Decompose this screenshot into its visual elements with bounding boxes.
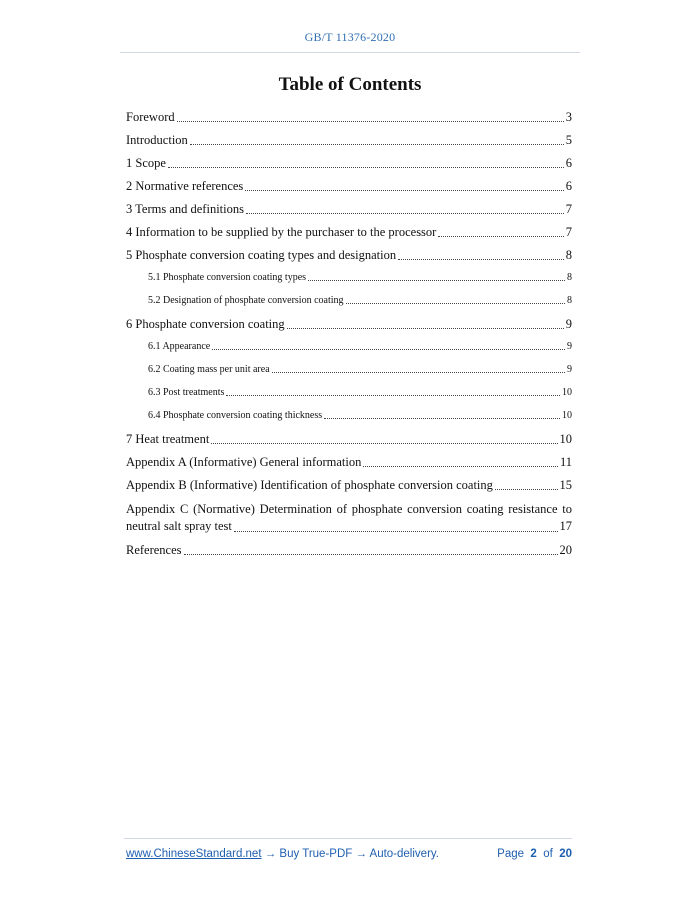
page-number — [497, 848, 572, 860]
toc-entry-6-2[interactable] — [126, 363, 572, 376]
toc-entry-references[interactable] — [126, 543, 572, 558]
page-total: 20 — [559, 848, 572, 860]
document-code: GB/T 11376-2020 — [304, 30, 396, 44]
toc-entry-title: 6.1 Appearance — [148, 341, 211, 352]
dot-leader — [212, 349, 565, 350]
table-of-contents — [126, 110, 572, 566]
page-of: of — [543, 848, 553, 860]
toc-entry-6-4[interactable] — [126, 409, 572, 422]
toc-entry-page: 11 — [559, 455, 572, 469]
footer-tagline: → Buy True-PDF → Auto-delivery. — [261, 848, 439, 860]
toc-entry-coating-types-designation[interactable] — [126, 248, 572, 263]
toc-entry-page: 9 — [567, 341, 572, 352]
toc-entry-title: 3 Terms and definitions — [126, 202, 244, 216]
dot-leader — [177, 121, 564, 122]
toc-entry-title: 5 Phosphate conversion coating types and designation — [126, 248, 397, 262]
toc-entry-page: 5 — [565, 133, 572, 147]
toc-entry-appendix-b[interactable] — [126, 478, 572, 493]
toc-entry-page: 10 — [559, 432, 572, 446]
footer-divider — [124, 838, 572, 839]
toc-entry-title: 7 Heat treatment — [126, 432, 210, 446]
toc-entry-6-1[interactable] — [126, 340, 572, 353]
toc-entry-page: 7 — [565, 225, 572, 239]
page-title: Table of Contents — [278, 74, 422, 95]
dot-leader — [246, 213, 564, 214]
toc-entry-title-line2-row — [126, 518, 572, 535]
dot-leader — [211, 443, 557, 444]
dot-leader — [245, 190, 563, 191]
toc-entry-page: 6 — [565, 179, 572, 193]
dot-leader — [190, 144, 564, 145]
toc-entry-title: 6 Phosphate conversion coating — [126, 317, 285, 331]
header-divider — [120, 52, 580, 53]
toc-entry-page: 3 — [565, 110, 572, 124]
footer-promo — [126, 848, 439, 860]
toc-entry-introduction[interactable] — [126, 133, 572, 148]
dot-leader — [168, 167, 564, 168]
toc-entry-title: 5.2 Designation of phosphate conversion coating — [148, 295, 344, 306]
toc-entry-title-line1: Appendix C (Normative) Determination of phosphate conversion coating resistance to — [126, 502, 572, 516]
toc-entry-title: 2 Normative references — [126, 179, 244, 193]
page-current: 2 — [530, 848, 537, 860]
toc-entry-title: Appendix B (Informative) Identification of phosphate conversion coating — [126, 478, 493, 492]
dot-leader — [184, 554, 558, 555]
dot-leader — [272, 372, 565, 373]
toc-entry-page: 6 — [565, 156, 572, 170]
toc-entry-scope[interactable] — [126, 156, 572, 171]
toc-entry-page: 15 — [559, 478, 572, 492]
dot-leader — [438, 236, 563, 237]
toc-entry-page: 8 — [567, 295, 572, 306]
toc-entry-title: Introduction — [126, 133, 188, 147]
toc-entry-normative-references[interactable] — [126, 179, 572, 194]
dot-leader — [226, 395, 560, 396]
page-footer — [126, 848, 572, 860]
dot-leader — [495, 489, 558, 490]
dot-leader — [308, 280, 565, 281]
toc-entry-terms-definitions[interactable] — [126, 202, 572, 217]
toc-entry-page: 10 — [562, 387, 572, 398]
toc-entry-purchaser-information[interactable] — [126, 225, 572, 240]
toc-entry-phosphate-coating[interactable] — [126, 317, 572, 332]
toc-entry-title: 4 Information to be supplied by the purchaser to the processor — [126, 225, 437, 239]
toc-entry-title: Foreword — [126, 110, 175, 124]
toc-entry-page: 10 — [562, 410, 572, 421]
website-link[interactable]: www.ChineseStandard.net — [126, 848, 262, 860]
toc-entry-page: 8 — [565, 248, 572, 262]
toc-entry-title-line2: neutral salt spray test — [126, 519, 232, 533]
toc-entry-appendix-c[interactable] — [126, 501, 572, 535]
toc-entry-page: 8 — [567, 272, 572, 283]
toc-entry-5-1[interactable] — [126, 271, 572, 284]
dot-leader — [324, 418, 560, 419]
toc-entry-title: References — [126, 543, 182, 557]
toc-entry-6-3[interactable] — [126, 386, 572, 399]
toc-entry-appendix-a[interactable] — [126, 455, 572, 470]
toc-entry-page: 9 — [565, 317, 572, 331]
toc-entry-page: 20 — [559, 543, 572, 557]
toc-entry-title: Appendix A (Informative) General information — [126, 455, 362, 469]
toc-entry-5-2[interactable] — [126, 294, 572, 307]
toc-entry-page: 17 — [559, 519, 572, 533]
toc-entry-page: 9 — [567, 364, 572, 375]
toc-entry-title: 6.4 Phosphate conversion coating thickness — [148, 410, 323, 421]
toc-entry-foreword[interactable] — [126, 110, 572, 125]
toc-entry-title: 1 Scope — [126, 156, 166, 170]
dot-leader — [234, 531, 558, 532]
dot-leader — [346, 303, 565, 304]
toc-entry-heat-treatment[interactable] — [126, 432, 572, 447]
toc-entry-title: 6.3 Post treatments — [148, 387, 225, 398]
dot-leader — [398, 259, 564, 260]
toc-entry-page: 7 — [565, 202, 572, 216]
toc-entry-title: 6.2 Coating mass per unit area — [148, 364, 270, 375]
dot-leader — [363, 466, 558, 467]
toc-entry-title: 5.1 Phosphate conversion coating types — [148, 272, 307, 283]
page-label: Page — [497, 848, 525, 860]
dot-leader — [287, 328, 564, 329]
